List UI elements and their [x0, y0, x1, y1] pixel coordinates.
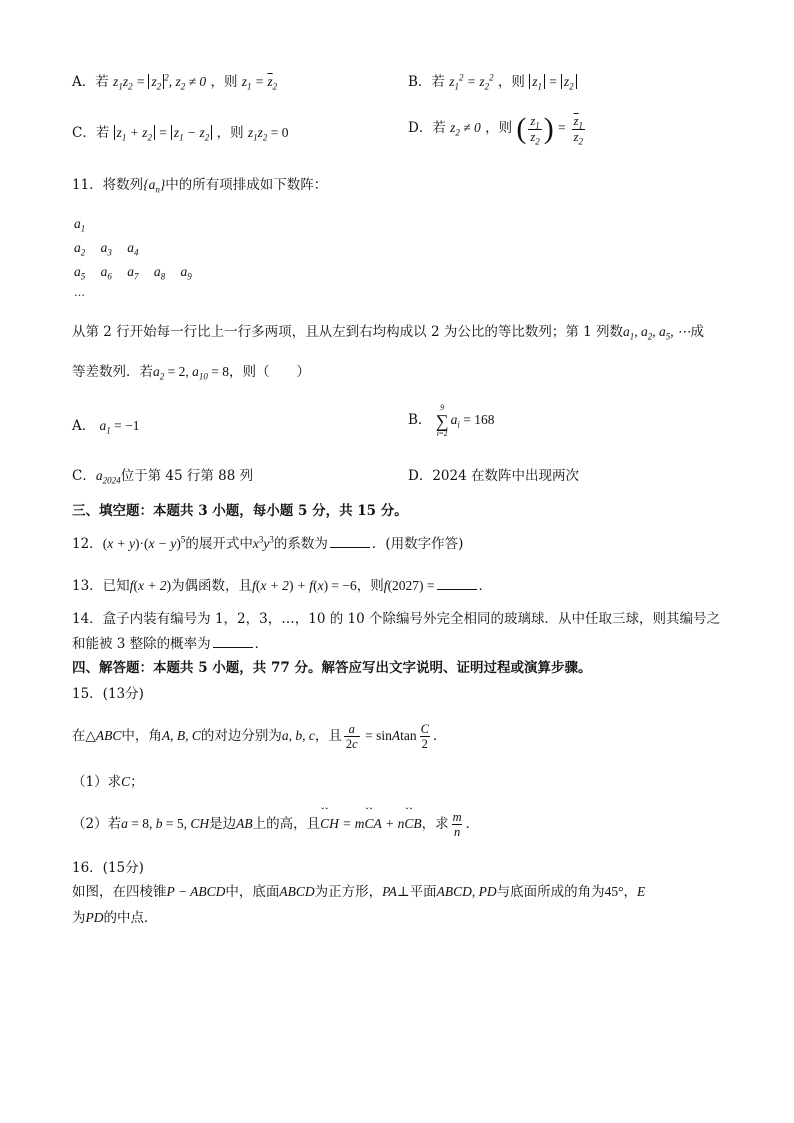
section-3-title: 三、填空题：本题共 3 小题，每小题 5 分，共 15 分。 [72, 503, 408, 519]
q15-part-2-text-a: （2）若 [72, 815, 122, 832]
q15-part-1-end: ； [130, 774, 144, 790]
q10-option-c-result: $z_1z_2 = 0$ [247, 125, 289, 143]
q12-answer-blank[interactable] [330, 535, 370, 548]
q14-line-1: 14．盒子内装有编号为 1，2，3，…，10 的 10 个除编号外完全相同的玻璃球．从中任取三球，则其编号之 [72, 611, 720, 627]
q15-number: 15．(13分) [72, 686, 144, 702]
q16-base: ABCD [279, 884, 315, 899]
q15-intro [72, 722, 446, 752]
q11-description-text-2: 成 [690, 324, 705, 340]
q10-option-c-formula: $z_1 + z_2 = z_1 - z_2$ [114, 125, 213, 140]
q10-option-d [408, 114, 587, 144]
q13-function-1: f(x + 2) [129, 578, 172, 593]
q16-line-1 [72, 884, 645, 900]
q13-target: f(2027) = [383, 578, 435, 593]
q15-part-2-target: $\frac{m}{n}$ ． [452, 810, 480, 840]
q16-number: 16．(15分) [72, 860, 144, 876]
q11-description-text-1: 从第 2 行开始每一行比上一行多两项，且从左到右均构成以 2 为公比的等比数列；第 1 列数 [72, 324, 624, 340]
q11-stem-suffix: 中的所有项排成如下数阵： [165, 177, 328, 193]
q16-text-g: 的中点． [103, 910, 158, 926]
q13-prefix: 13．已知 [72, 578, 130, 594]
q10-option-b [408, 74, 577, 90]
q15-intro-text-b: 中，角 [121, 727, 162, 744]
q14-end-mark: ． [254, 636, 269, 652]
q10-option-b-label: B．若 [408, 74, 445, 90]
q11-option-a-label: A． [72, 418, 96, 434]
q15-sides: a, b, c [281, 727, 315, 743]
q10-option-b-then: ，则 [497, 74, 525, 90]
q11-sequence-symbol: $\{a_n\}$ [143, 177, 166, 195]
q15-part-2-vector-equation: ˇˇ CH = mˇˇ CA + nˇˇ CB [320, 816, 422, 831]
q10-option-a-then: ，则 [210, 74, 238, 90]
q10-option-a [72, 74, 277, 90]
q10-option-c-then: ，则 [216, 125, 244, 141]
q11-stem [72, 177, 327, 193]
q12-mid-text: 的展开式中 [185, 536, 253, 552]
q11-array-row-3: $a_5$ $a_6$ $a_7$ $a_8$ $a_9$ [74, 264, 192, 282]
q10-option-b-result: $z_1 = z_2$ [529, 74, 576, 89]
q16-text-f: 为 [72, 910, 86, 926]
q13-equation: f(x + 2) + f(x) = −6 [252, 578, 357, 593]
q11-description-line-1 [72, 324, 704, 340]
section-4-title: 四、解答题：本题共 5 小题，共 77 分。解答应写出文字说明、证明过程或演算步骤。 [72, 660, 592, 676]
q10-option-d-then: ，则 [485, 120, 513, 137]
q11-option-c-text: 位于第 45 行第 88 列 [120, 468, 254, 484]
q10-option-d-label: D．若 [408, 120, 446, 137]
q16-angle: 45°，E [604, 884, 646, 899]
q10-option-d-formula: $z_2 \ne 0$ [450, 120, 481, 138]
q15-part-2-text-b: 是边 [209, 815, 237, 832]
q11-description-text-4: ，则（ ） [229, 364, 310, 380]
q11-option-b-formula: 9 ∑ i=2 $a_i = 168$ [435, 403, 495, 438]
q14-line-2 [72, 635, 268, 652]
q13-end-mark: ． [478, 578, 493, 594]
q10-option-c [72, 125, 289, 141]
q15-part-2 [72, 810, 479, 840]
q16-text-b: 中，底面 [225, 884, 280, 900]
q16-segment: PD [85, 910, 104, 925]
q12 [72, 535, 463, 552]
q12-number: 12． [72, 536, 103, 552]
q15-part-2-side: AB [236, 815, 253, 831]
q11-option-c [72, 468, 253, 484]
q10-option-c-label: C．若 [72, 125, 110, 141]
q16-text-e: 与底面所成的角为 [496, 884, 605, 900]
q12-term: $x^3y^3$ [252, 534, 274, 551]
q15-triangle: △ABC [85, 727, 122, 743]
q11-array-ellipsis: … [74, 286, 85, 299]
q16-text-c: 为正方形， [314, 884, 383, 900]
q15-intro-text-c: 的对边分别为 [200, 727, 282, 744]
q15-angles: A, B, C [161, 727, 201, 743]
q15-intro-text-a: 在 [72, 727, 86, 744]
q13-answer-blank[interactable] [437, 577, 477, 590]
q10-option-d-result: ( $\frac{z_1}{z_2}$ ) = $\frac{\overline{z}_1}{\overline{z}_2}$ [516, 112, 584, 146]
q15-part-1-text: （1）求 [72, 774, 122, 790]
q10-option-b-formula: $z_1^2 = z_2^2$ [449, 72, 494, 92]
q13-text-b: ，则 [356, 578, 384, 594]
q16-text-d: 平面 [409, 884, 437, 900]
q11-first-column-terms: $a_1$, $a_2$, $a_5$, ⋯ [623, 324, 691, 342]
q16-perp: PA⊥ [382, 884, 410, 899]
q15-condition: $\frac{a}{2c}$ = sinAtan $\frac{C}{2}$ ． [345, 722, 447, 752]
q15-part-2-text-c: 上的高，且 [252, 815, 321, 832]
q16-text-a: 如图，在四棱锥 [72, 884, 167, 900]
q11-option-b [408, 404, 494, 438]
q16-line-2 [72, 910, 158, 926]
q14-answer-blank[interactable] [213, 635, 253, 648]
q16-pyramid: P − ABCD [166, 884, 226, 899]
q14-line-2-text: 和能被 3 整除的概率为 [72, 636, 211, 652]
q11-description-line-2 [72, 364, 310, 380]
q11-option-a-formula: $a_1 = -1$ [99, 418, 140, 436]
q16-plane: ABCD, PD [436, 884, 497, 899]
q13 [72, 577, 492, 594]
q15-part-1-variable: C [121, 774, 131, 789]
q11-option-c-term: $a_{2024}$ [95, 468, 121, 486]
q12-tail-text: 的系数为 [273, 536, 328, 552]
q11-option-c-label: C． [72, 468, 96, 484]
q11-given-values: $a_2 = 2$, $a_{10} = 8$ [153, 364, 229, 382]
q11-array-row-2: $a_2$ $a_3$ $a_4$ [74, 240, 139, 258]
q11-description-text-3: 等差数列．若 [72, 364, 153, 380]
q12-expression: $(x + y)\cdot(x - y)^5$ [102, 534, 186, 551]
q15-part-1 [72, 774, 144, 790]
q10-option-a-formula: $z_1z_2 = z_2^2$, $z_2 \ne 0$ [113, 72, 207, 92]
q11-option-b-label: B． [408, 412, 432, 429]
q11-option-d: D．2024 在数阵中出现两次 [408, 468, 579, 484]
q10-option-a-label: A．若 [72, 74, 109, 90]
q15-intro-text-d: ，且 [314, 727, 342, 744]
q11-stem-prefix: 11．将数列 [72, 177, 144, 193]
q15-part-2-text-d: ，求 [421, 815, 449, 832]
q12-note: ．(用数字作答) [371, 536, 464, 552]
q10-option-a-result: $z_1 = \overline{z}_2$ [241, 74, 278, 92]
q11-array-row-1: $a_1$ [74, 216, 86, 234]
q15-part-2-values: a = 8, b = 5, CH [121, 815, 210, 831]
q13-text-a: 为偶函数，且 [171, 578, 253, 594]
q11-option-a [72, 418, 140, 434]
